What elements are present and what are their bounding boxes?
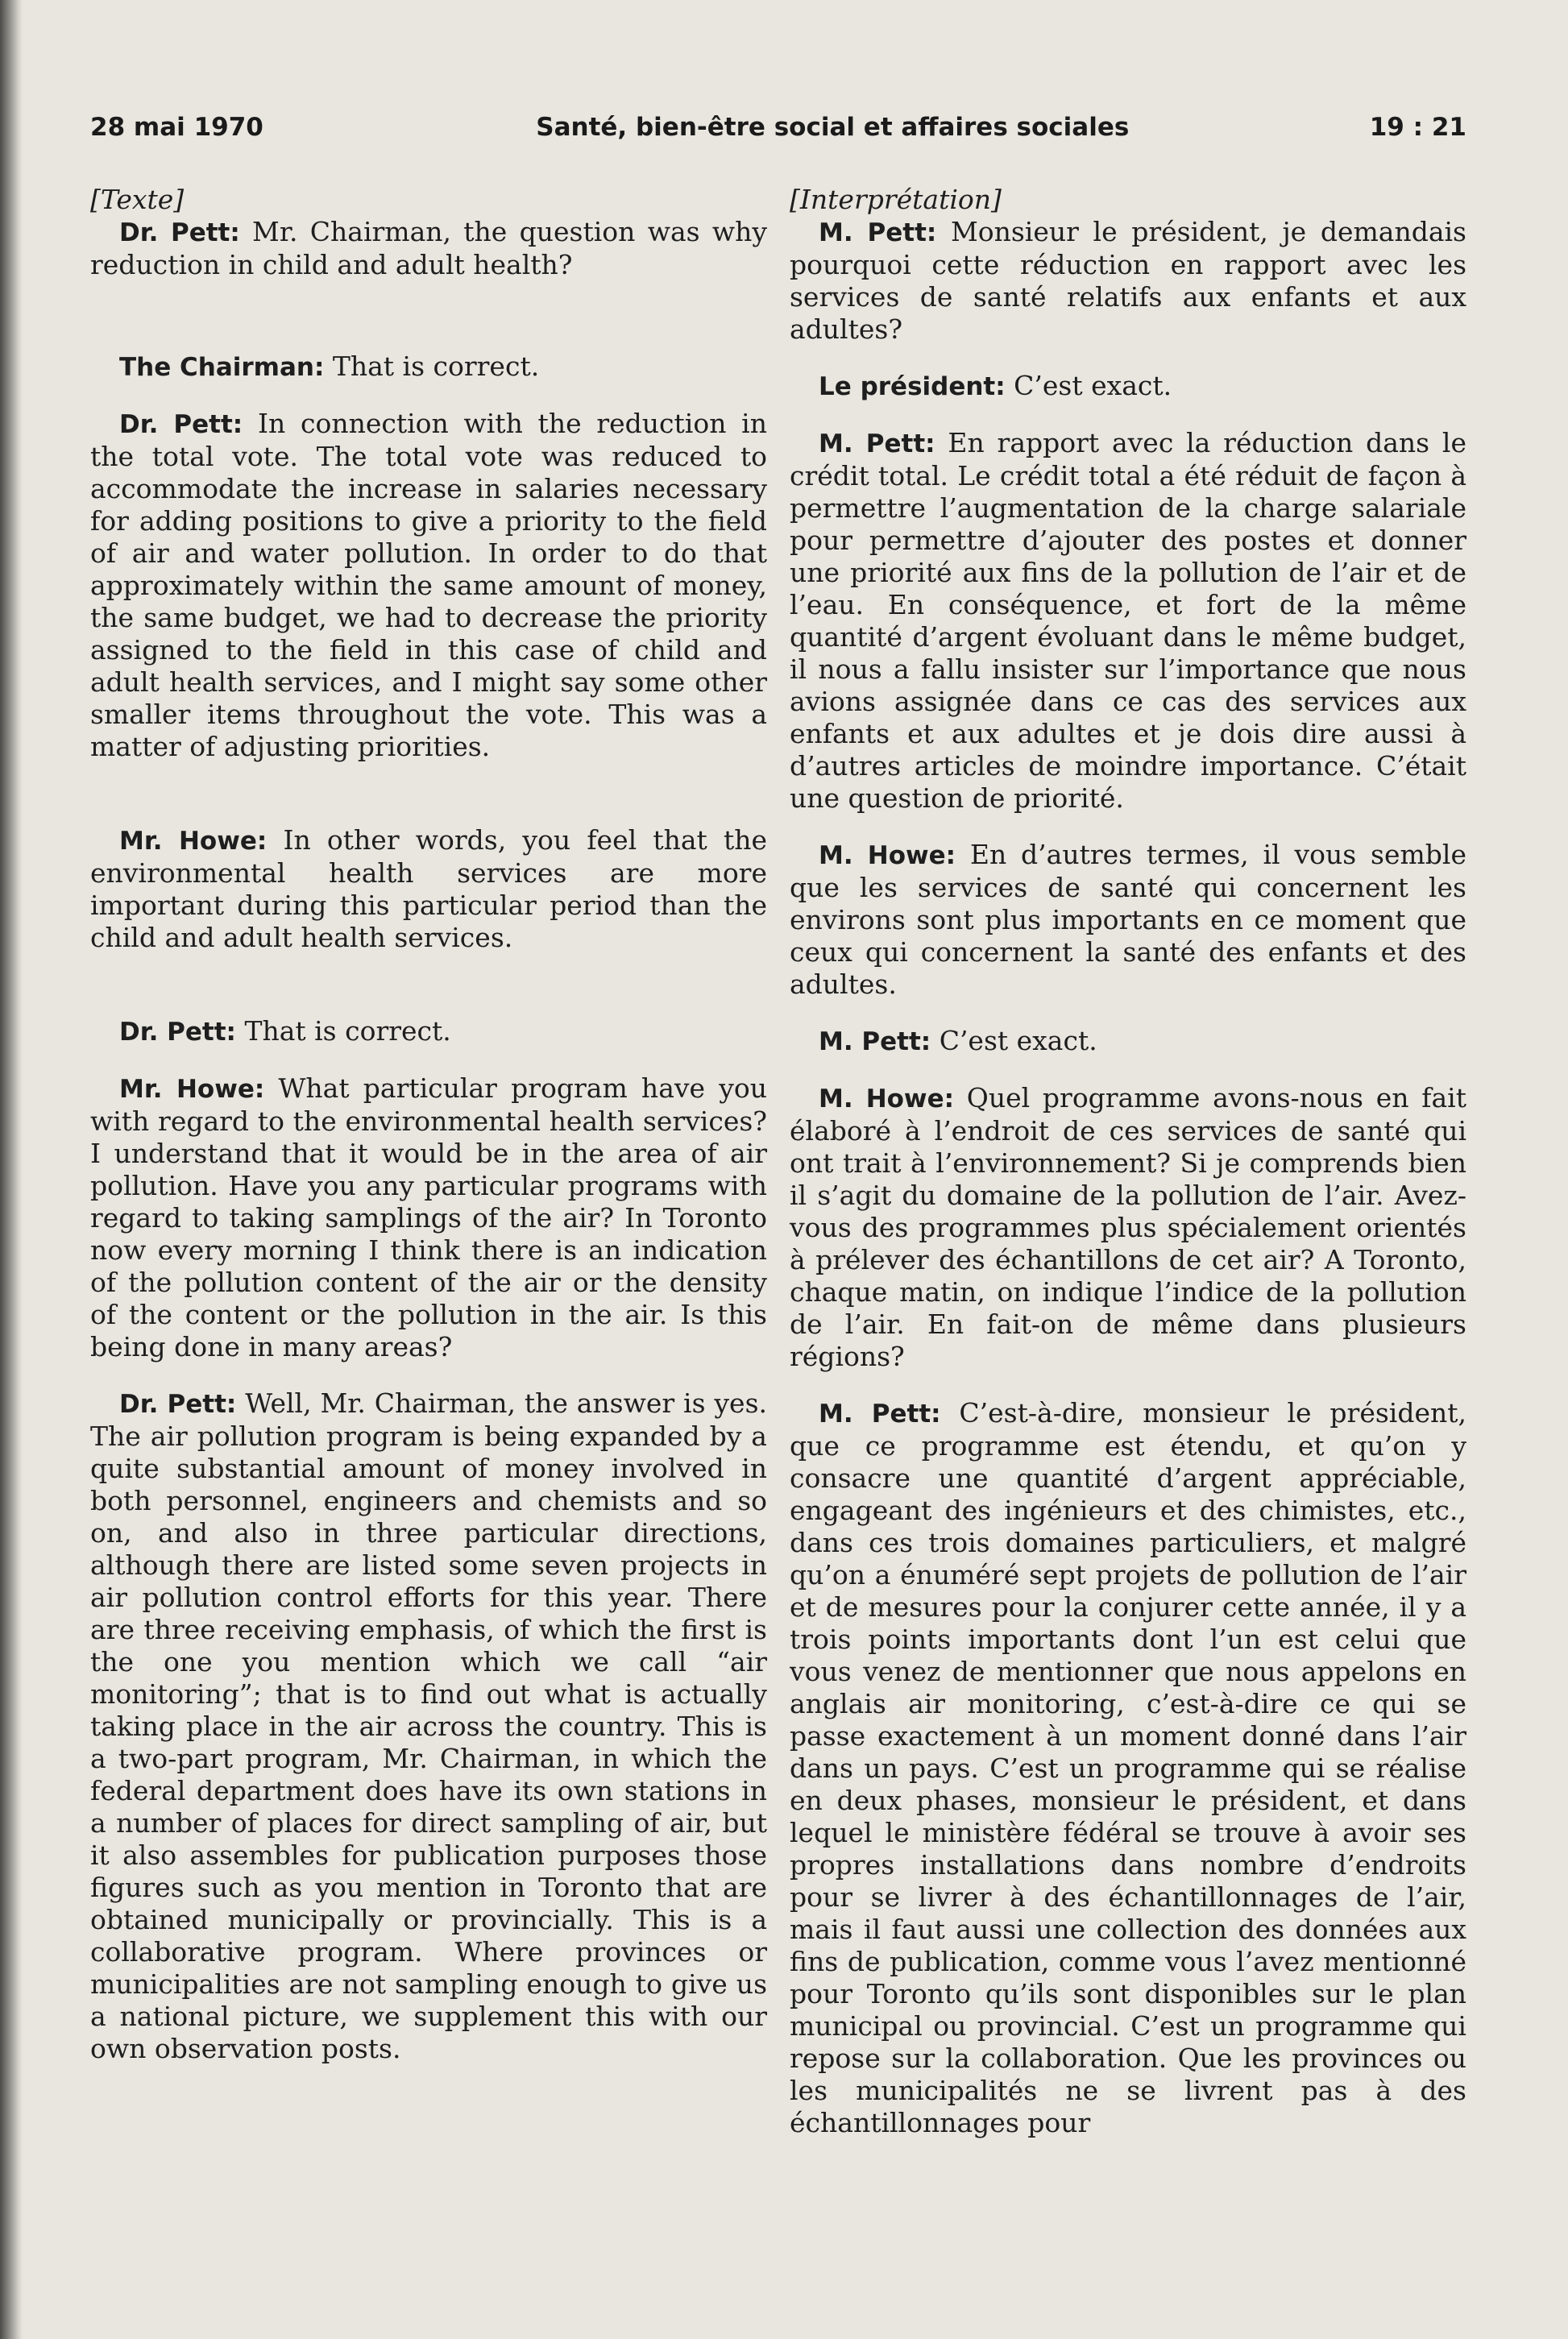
speaker: Mr. Howe: — [119, 827, 268, 856]
paragraph-text: C’est exact. — [1005, 370, 1172, 401]
page — [90, 113, 1466, 2163]
paragraph — [790, 1397, 1466, 2139]
paragraph-text: That is correct. — [235, 1015, 451, 1047]
column-french — [790, 184, 1466, 2163]
column-label: [Interprétation] — [790, 184, 1002, 215]
speaker: Le président: — [819, 372, 1006, 401]
speaker: M. Pett: — [819, 218, 937, 247]
paragraph — [90, 1015, 767, 1048]
paragraph — [790, 1082, 1466, 1373]
paragraph-text: In other words, you feel that the environmental health services are more important during this particular period than the child and adult health services. — [90, 824, 767, 953]
speaker: M. Howe: — [819, 841, 956, 870]
page-header — [90, 113, 1466, 142]
paragraph — [790, 1025, 1466, 1058]
column-label: [Texte] — [90, 184, 185, 215]
paragraph — [790, 370, 1466, 403]
paragraph-text: That is correct. — [324, 350, 540, 382]
speaker: M. Pett: — [819, 1400, 941, 1429]
paragraph-text: En d’autres termes, il vous semble que les services de santé qui concernent les environs sont plus importants en ce moment que ceux qui concernent la santé des enfants et des adultes. — [790, 839, 1466, 1000]
paragraph-text: Mr. Chairman, the question was why reduction in child and adult health? — [90, 216, 768, 280]
paragraph-text: C’est exact. — [931, 1025, 1097, 1056]
paragraph-text: C’est-à-dire, monsieur le président, que ce programme est étendu, et qu’on y consacre une quantité d’argent appréciable, engageant des ingénieurs et des chimistes, etc., dans ces trois domaines particuliers, et malgré qu’on a énuméré sept projets de pollution de l’air et de mesures pour la conjurer cette année, il y a trois points importants dont l’un est celui que vous venez de mentionner que nous appelons en anglais air monitoring, c’est-à-dire ce qui se passe exactement à un moment donné dans l’air dans un pays. C’est un programme qui se réalise en deux phases, monsieur le président, et dans lequel le ministère fédéral se trouve à avoir ses propres installations dans nombre d’endroits pour se livrer à des échantillonnages de l’air, mais il faut aussi une collection des données aux fins de publication, comme vous l’avez mentionné pour Toronto qu’ils sont disponibles sur le plan municipal ou provincial. C’est un programme qui repose sur la collaboration. Que les provinces ou les municipalités ne se livrent pas à des échantillonnages pour — [790, 1397, 1466, 2138]
speaker: Dr. Pett: — [119, 410, 243, 439]
paragraph — [790, 839, 1466, 1001]
paragraph — [90, 216, 767, 281]
header-date: 28 mai 1970 — [90, 113, 263, 142]
speaker: Dr. Pett: — [119, 218, 240, 247]
paragraph — [90, 1387, 767, 2065]
paragraph-text: Monsieur le président, je demandais pourquoi cette réduction en rapport avec les services de santé relatifs aux enfants et aux adultes? — [790, 216, 1466, 345]
speaker: The Chairman: — [119, 353, 325, 382]
paragraph-text: Well, Mr. Chairman, the answer is yes. The air pollution program is being expanded by a quite substantial amount of money involved in both personnel, engineers and chemists and so on, and also in three particular directions, although there are listed some seven projects in air pollution control efforts for this year. There are three receiving emphasis, of which the first is the one you mention which we call “air monitoring”; that is to find out what is actually taking place in the air across the country. This is a two-part program, Mr. Chairman, in which the federal department does have its own stations in a number of places for direct sampling of air, but it also assembles for publication purposes those figures such as you mention in Toronto that are obtained municipally or provincially. This is a collaborative program. Where provinces or municipalities are not sampling enough to give us a national picture, we supplement this with our own observation posts. — [90, 1387, 767, 2064]
paragraph-text: What particular program have you with regard to the environmental health services? I understand that it would be in the area of air pollution. Have you any particular programs with regard to taking samplings of the air? In Toronto now every morning I think there is an indication of the pollution content of the air or the density of the content or the pollution in the air. Is this being done in many areas? — [90, 1072, 767, 1362]
paragraph — [90, 408, 767, 763]
paragraph-text: En rapport avec la réduction dans le crédit total. Le crédit total a été réduit de façon à permettre l’augmentation de la charge salariale pour permettre d’ajouter des postes et donner une priorité aux fins de la pollution de l’air et de l’eau. En conséquence, et fort de la même quantité d’argent évoluant dans le même budget, il nous a fallu insister sur l’importance que nous avions assignée dans ce cas des services aux enfants et aux adultes et je dois dire aussi à d’autres articles de moindre importance. C’était une question de priorité. — [790, 427, 1466, 814]
paragraph — [90, 824, 767, 954]
paragraph — [90, 350, 767, 384]
paragraph-text: In connection with the reduction in the total vote. The total vote was reduced to accommodate the increase in salaries necessary for adding positions to give a priority to the field of air and water pollution. In order to do that approximately within the same amount of money, the same budget, we had to decrease the priority assigned to the field in this case of child and adult health services, and I might say some other smaller items throughout the vote. This was a matter of adjusting priorities. — [90, 408, 767, 762]
speaker: Mr. Howe: — [119, 1075, 265, 1104]
header-page-number: 19 : 21 — [1369, 113, 1466, 142]
paragraph-text: Quel programme avons-nous en fait élaboré à l’endroit de ces services de santé qui ont trait à l’environnement? Si je comprends bien il s’agit du domaine de la pollution de l’air. Avez-vous des programmes plus spécialement orientés à prélever des échantillons de cet air? A Toronto, chaque matin, on indique l’indice de la pollution de l’air. En fait-on de même dans plusieurs régions? — [790, 1082, 1466, 1372]
binding-edge — [0, 0, 23, 2339]
speaker: M. Howe: — [819, 1084, 954, 1114]
speaker: Dr. Pett: — [119, 1390, 237, 1419]
speaker: Dr. Pett: — [119, 1018, 236, 1047]
paragraph — [790, 216, 1466, 346]
header-title: Santé, bien-être social et affaires sociales — [536, 113, 1130, 142]
columns — [90, 184, 1466, 2163]
paragraph — [90, 1072, 767, 1363]
speaker: M. Pett: — [819, 1027, 931, 1056]
column-english — [90, 184, 767, 2163]
speaker: M. Pett: — [819, 429, 935, 458]
paragraph — [790, 427, 1466, 815]
